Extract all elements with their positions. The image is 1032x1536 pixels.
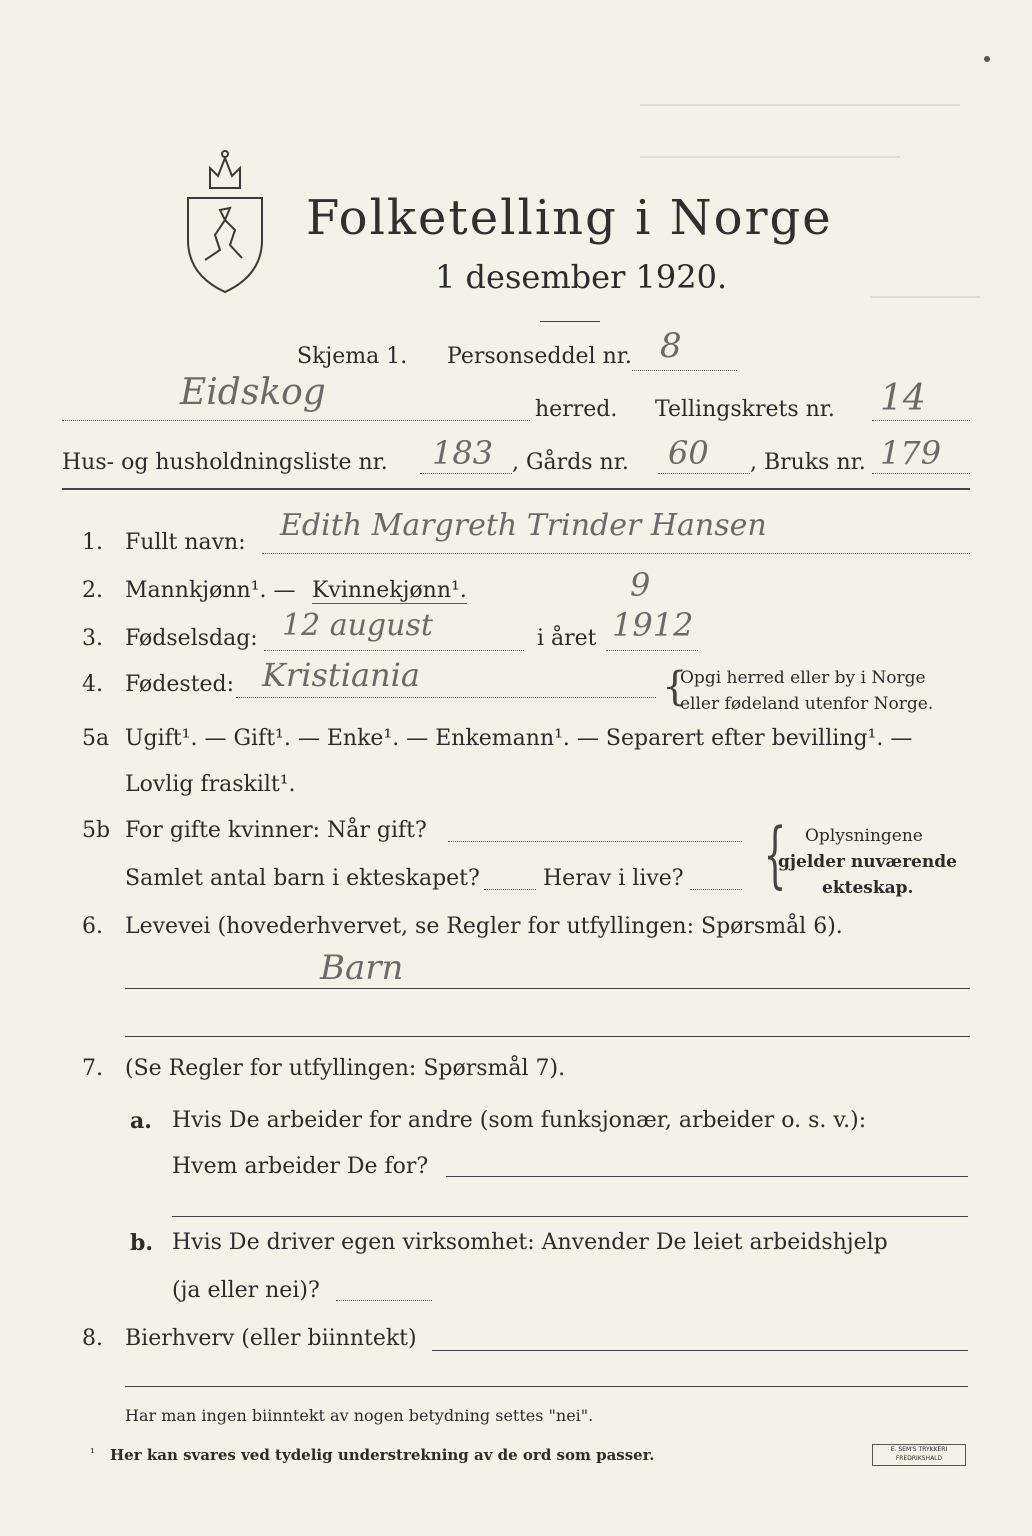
- q4-label: Fødested:: [125, 672, 235, 697]
- employer-field-line-2: [172, 1216, 968, 1217]
- birthplace-note-2: eller fødeland utenfor Norge.: [680, 694, 934, 714]
- year-field-line: [606, 650, 698, 651]
- q7a-line2: Hvem arbeider De for?: [172, 1154, 429, 1179]
- birthplace-value[interactable]: Kristiania: [262, 656, 420, 694]
- q7a-letter: a.: [130, 1108, 152, 1134]
- bruks-value[interactable]: 179: [880, 434, 942, 472]
- footnote-text: Her kan svares ved tydelig understrekning av de ord som passer.: [110, 1446, 655, 1464]
- q4-number: 4.: [82, 672, 103, 697]
- gards-value[interactable]: 60: [668, 434, 709, 472]
- tellingskrets-label: Tellingskrets nr.: [655, 397, 835, 422]
- punch-mark: [984, 56, 990, 62]
- marriage-note-1: Oplysningene: [805, 826, 923, 846]
- birthday-field-line: [264, 650, 524, 651]
- q6-number: 6.: [82, 914, 103, 939]
- children-field-line: [484, 889, 536, 890]
- birthday-value[interactable]: 12 august: [282, 608, 433, 643]
- footnote-mark: ¹: [90, 1446, 95, 1460]
- birthplace-note-1: Opgi herred eller by i Norge: [680, 668, 926, 688]
- tellingskrets-field-line: [872, 420, 970, 421]
- full-name-value[interactable]: Edith Margreth Trinder Hansen: [280, 508, 767, 543]
- occupation-label: Levevei (hovederhvervet, se Regler for utfyllingen: Spørsmål 6).: [125, 914, 843, 939]
- q1-label: Fullt navn:: [125, 530, 246, 555]
- husliste-label: Hus- og husholdningsliste nr.: [62, 450, 388, 475]
- birthplace-field-line: [236, 697, 656, 698]
- q1-number: 1.: [82, 530, 103, 555]
- no-income-note: Har man ingen biinntekt av nogen betydning settes "nei".: [125, 1406, 594, 1425]
- show-through-line: [640, 104, 960, 106]
- norwegian-coat-of-arms-icon: [180, 140, 270, 295]
- q7-number: 7.: [82, 1056, 103, 1081]
- birthday-correction-value: 9: [630, 566, 651, 604]
- q7a-line1: Hvis De arbeider for andre (som funksjonær, arbeider o. s. v.):: [172, 1108, 867, 1133]
- husliste-field-line: [420, 473, 512, 474]
- bruks-label: , Bruks nr.: [750, 450, 866, 475]
- q7b-line2: (ja eller nei)?: [172, 1278, 320, 1303]
- q7b-letter: b.: [130, 1230, 154, 1256]
- female-option-underlined[interactable]: Kvinnekjønn¹.: [312, 578, 467, 603]
- skjema-label: Skjema 1.: [297, 344, 408, 369]
- q3-label: Fødselsdag:: [125, 626, 258, 651]
- title-divider: [540, 321, 600, 322]
- gards-field-line: [658, 473, 750, 474]
- census-date: 1 desember 1920.: [435, 258, 728, 296]
- marital-status-options[interactable]: Ugift¹. — Gift¹. — Enke¹. — Enkemann¹. — Separert efter bevilling¹. —: [125, 726, 913, 751]
- personseddel-label: Personseddel nr.: [447, 344, 632, 369]
- gards-label: , Gårds nr.: [512, 450, 629, 475]
- personseddel-value[interactable]: 8: [660, 326, 682, 366]
- q8-number: 8.: [82, 1326, 103, 1351]
- header-separator: [62, 488, 970, 490]
- employer-field-line: [446, 1176, 968, 1177]
- hired-help-field-line: [336, 1300, 432, 1301]
- birth-year-value[interactable]: 1912: [612, 606, 694, 644]
- marriage-note-3: ekteskap.: [822, 878, 914, 898]
- birthplace-brace: {: [662, 664, 688, 710]
- occupation-value[interactable]: Barn: [320, 948, 404, 988]
- married-when-field-line: [448, 841, 742, 842]
- bruks-field-line: [872, 473, 970, 474]
- q7-label: (Se Regler for utfyllingen: Spørsmål 7).: [125, 1056, 566, 1081]
- herred-value[interactable]: Eidskog: [180, 372, 326, 413]
- children-label: Samlet antal barn i ekteskapet?: [125, 866, 480, 891]
- q7b-line1: Hvis De driver egen virksomhet: Anvender De leiet arbeidshjelp: [172, 1230, 888, 1255]
- husliste-value[interactable]: 183: [432, 434, 494, 472]
- marriage-note-2: gjelder nuværende: [778, 852, 957, 872]
- occupation-line-2: [125, 1036, 970, 1037]
- male-option[interactable]: Mannkjønn¹. —: [125, 578, 296, 603]
- year-label: i året: [537, 626, 597, 651]
- q5b-number: 5b: [82, 818, 111, 843]
- side-income-field-line: [432, 1350, 968, 1351]
- show-through-line: [870, 296, 980, 298]
- q2-number: 2.: [82, 578, 103, 603]
- q3-number: 3.: [82, 626, 103, 651]
- tellingskrets-value[interactable]: 14: [880, 378, 926, 419]
- marriage-brace: {: [763, 812, 787, 896]
- q8-label: Bierhverv (eller biinntekt): [125, 1326, 417, 1351]
- occupation-line-1: [125, 988, 970, 989]
- herred-label: herred.: [535, 397, 618, 422]
- married-when-label: For gifte kvinner: Når gift?: [125, 818, 427, 843]
- marital-status-divorced[interactable]: Lovlig fraskilt¹.: [125, 772, 296, 797]
- show-through-line: [640, 156, 900, 158]
- q5a-number: 5a: [82, 726, 110, 751]
- alive-label: Herav i live?: [543, 866, 684, 891]
- printer-stamp: E. SEM'S TRYKKERI FREDRIKSHALD: [872, 1444, 966, 1466]
- alive-field-line: [690, 889, 742, 890]
- form-title: Folketelling i Norge: [306, 190, 833, 246]
- personseddel-field-line: [632, 370, 737, 371]
- side-income-field-line-2: [125, 1386, 968, 1387]
- herred-field-line: [62, 420, 530, 421]
- q1-field-line: [262, 553, 970, 554]
